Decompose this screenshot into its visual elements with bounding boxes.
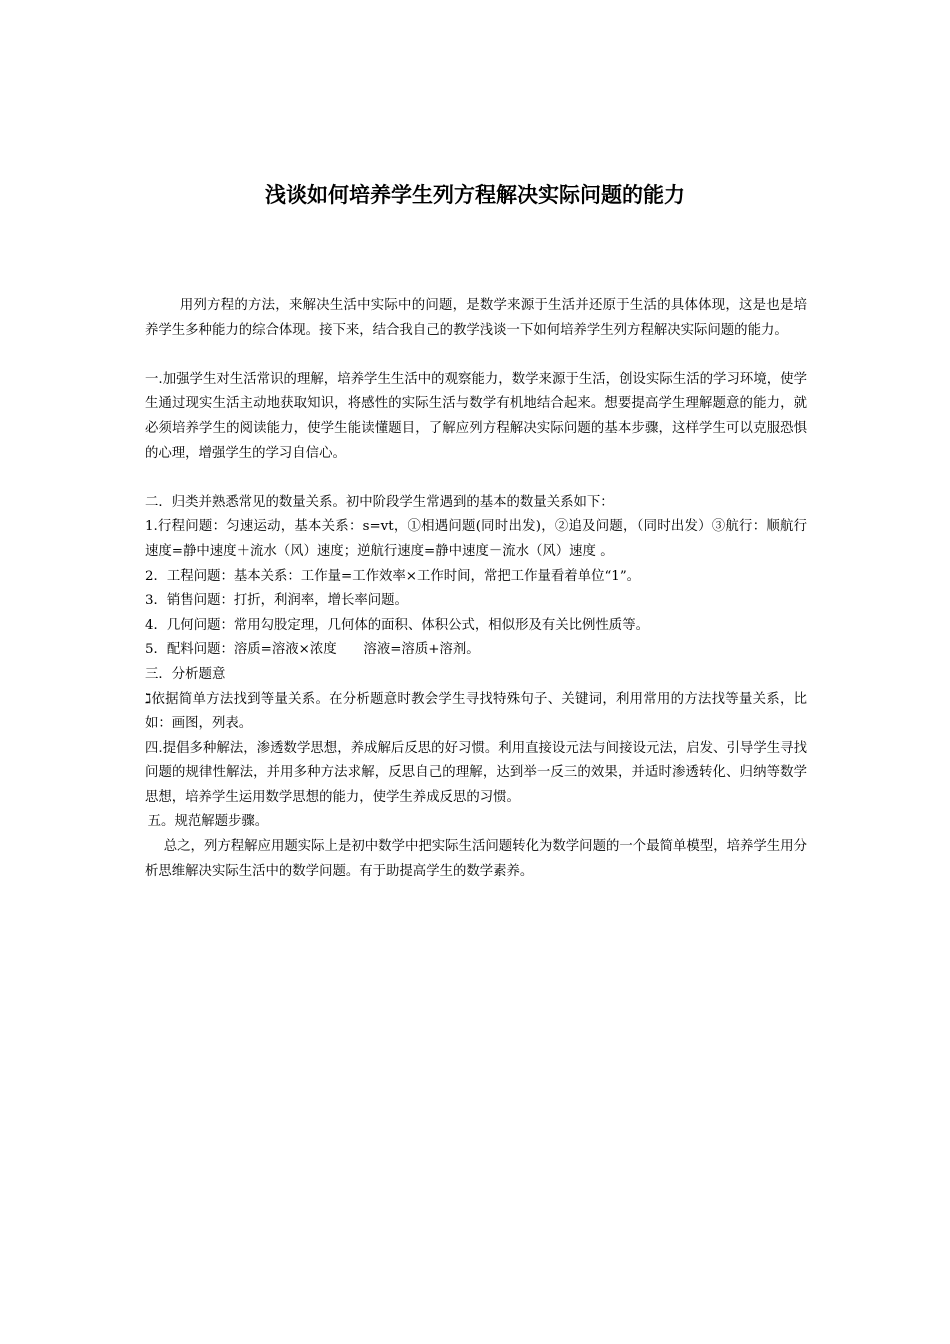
paragraph-gap <box>145 466 807 491</box>
list-item-sales: 3．销售问题：打折，利润率，增长率问题。 <box>145 593 408 609</box>
paragraph-gap <box>145 343 807 368</box>
list-item-mixture: 5．配料问题：溶质=溶液×浓度 溶液=溶质+溶剂。 <box>145 642 480 658</box>
list-item-travel: 1.行程问题：匀速运动，基本关系：s=vt，①相遇问题(同时出发)，②追及问题，（同时出发）③航行：顺航行速度=静中速度＋流水（风）速度；逆航行速度=静中速度－流水（风）速度 。 <box>145 519 807 559</box>
section-three-heading: 三．分析题意 <box>145 666 226 682</box>
section-three-paragraph: ℷ依据简单方法找到等量关系。在分析题意时教会学生寻找特殊句子、关键词，利用常用的方法找等量关系，比如：画图，列表。 <box>145 691 807 732</box>
conclusion-paragraph: 总之，列方程解应用题实际上是初中数学中把实际生活问题转化为数学问题的一个最简单模型，培养学生用分析思维解决实际生活中的数学问题。有于助提高学生的数学素养。 <box>145 839 807 879</box>
section-four-paragraph: 四.提倡多种解法，渗透数学思想，养成解后反思的好习惯。利用直接设元法与间接设元法，启发、引导学生寻找问题的规律性解法，并用多种方法求解，反思自己的理解，达到举一反三的效果，并适时渗透转化、归纳等数学思想，培养学生运用数学思想的能力，使学生养成反思的习惯。 <box>145 740 807 805</box>
section-one-paragraph: 一.加强学生对生活常识的理解，培养学生生活中的观察能力，数学来源于生活，创设实际生活的学习环境，使学生通过现实生活主动地获取知识，将感性的实际生活与数学有机地结合起来。想要提高学生理解题意的能力，就必须培养学生的阅读能力，使学生能读懂题目，了解应列方程解决实际问题的基本步骤，这样学生可以克服恐惧的心理，增强学生的学习自信心。 <box>145 371 807 461</box>
list-item-geometry: 4．几何问题：常用勾股定理，几何体的面积、体积公式，相似形及有关比例性质等。 <box>145 617 649 633</box>
document-body <box>145 294 807 884</box>
section-five-heading: 五。规范解题步骤。 <box>147 814 269 830</box>
list-item-engineering: 2．工程问题：基本关系：工作量=工作效率×工作时间，常把工作量看着单位“1”。 <box>145 568 641 584</box>
intro-paragraph: 用列方程的方法，来解决生活中实际中的问题，是数学来源于生活并还原于生活的具体体现，这是也是培养学生多种能力的综合体现。接下来，结合我自己的教学浅谈一下如何培养学生列方程解决实际问题的能力。 <box>145 298 807 338</box>
document-title: 浅谈如何培养学生列方程解决实际问题的能力 <box>265 183 685 207</box>
section-two-heading: 二．归类并熟悉常见的数量关系。初中阶段学生常遇到的基本的数量关系如下： <box>145 494 614 510</box>
